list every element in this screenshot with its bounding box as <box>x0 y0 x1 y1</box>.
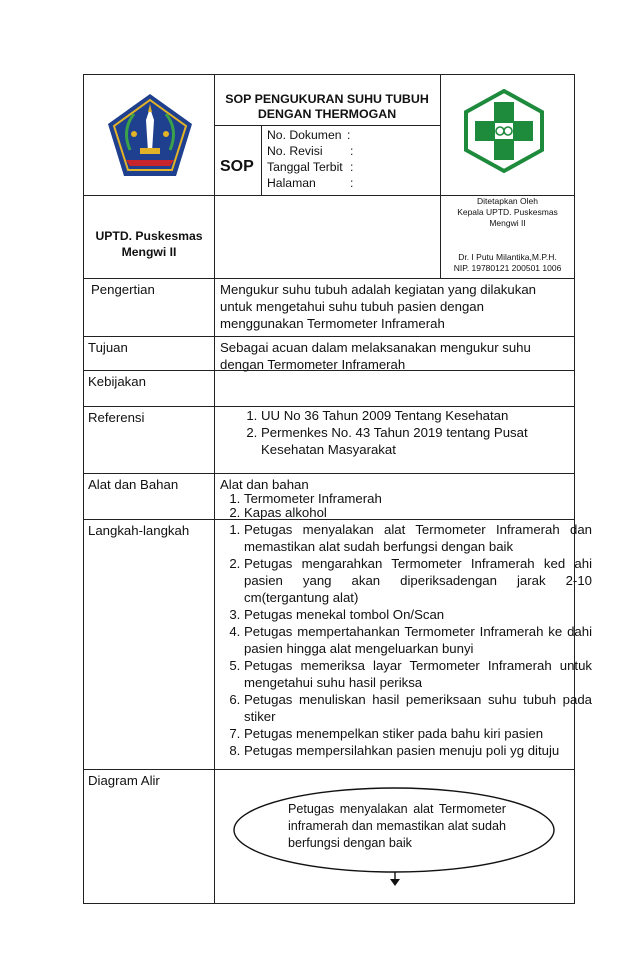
approval-name: Dr. I Putu Milantika,M.P.H. <box>458 252 557 262</box>
label-pengertian: Pengertian <box>91 282 155 297</box>
table-border-bottom <box>83 903 575 904</box>
field-no-revisi <box>267 143 367 159</box>
header-bottom-line <box>83 278 575 279</box>
sop-title-line2: DENGAN THERMOGAN <box>257 107 397 121</box>
approval-nip: NIP. 19780121 200501 1006 <box>453 263 562 273</box>
flowchart-arrow-head <box>390 879 400 886</box>
field-sep: : <box>347 128 351 142</box>
field-label: No. Dokumen <box>267 128 342 142</box>
list-item: 1. Termometer Inframerah <box>244 492 584 506</box>
sop-title-line1: SOP PENGUKURAN SUHU TUBUH <box>225 92 429 106</box>
sop-title <box>214 92 440 122</box>
approval-line1: Ditetapkan Oleh <box>477 196 538 206</box>
list-item: 2. Petugas mengarahkan Termometer Inframerah ked ahi pasien yang akan diperiksadengan jarak 2-10 cm(tergantung alat) <box>244 555 592 606</box>
sop-divider <box>261 125 262 195</box>
field-no-dokumen <box>267 127 367 143</box>
field-label: Halaman <box>267 176 316 190</box>
list-item: 2. Permenkes No. 43 Tahun 2019 tentang Pusat Kesehatan Masyarakat <box>261 424 561 458</box>
label-tujuan: Tujuan <box>88 340 128 355</box>
puskesmas-logo <box>462 88 546 174</box>
row-line-tujuan <box>83 336 575 337</box>
alat-intro: Alat dan bahan <box>220 477 309 492</box>
table-border-right <box>574 74 575 904</box>
field-label: Tanggal Terbit <box>267 160 343 174</box>
organization-name <box>84 228 214 260</box>
label-referensi: Referensi <box>88 410 145 425</box>
organization-line2: Mengwi II <box>121 245 177 259</box>
list-item: 2. Kapas alkohol <box>244 506 584 520</box>
list-item: 7. Petugas menempelkan stiker pada bahu kiri pasien <box>244 725 592 742</box>
title-underline <box>214 125 440 126</box>
field-sep: : <box>350 144 354 158</box>
referensi-list <box>237 407 561 458</box>
header-divider-right <box>440 74 441 278</box>
tujuan-text: Sebagai acuan dalam melaksanakan mengukur suhu dengan Termometer Inframerah <box>220 340 531 372</box>
regency-logo <box>104 90 196 182</box>
sop-label: SOP <box>220 158 254 175</box>
label-langkah: Langkah-langkah <box>88 523 190 538</box>
field-tanggal-terbit <box>267 159 367 175</box>
alat-list <box>220 492 584 520</box>
table-border-left <box>83 74 84 904</box>
list-item: 6. Petugas menuliskan hasil pemeriksaan suhu tubuh pada stiker <box>244 691 592 725</box>
list-item: 8. Petugas mempersilahkan pasien menuju poli yg dituju <box>244 742 592 759</box>
row-line-diagram <box>83 769 575 770</box>
list-item: 1. UU No 36 Tahun 2009 Tentang Kesehatan <box>261 407 561 424</box>
label-alat-bahan: Alat dan Bahan <box>88 477 179 492</box>
organization-line1: UPTD. Puskesmas <box>95 229 203 243</box>
list-item: 4. Petugas mempertahankan Termometer Inframerah ke dahi pasien hingga alat mengeluarkan bunyi <box>244 623 592 657</box>
table-border-top <box>83 74 575 75</box>
langkah-list <box>220 521 592 759</box>
field-sep: : <box>350 160 354 174</box>
label-diagram-alir: Diagram Alir <box>88 773 160 788</box>
list-item: 3. Petugas menekal tombol On/Scan <box>244 606 592 623</box>
column-divider <box>214 74 215 904</box>
row-line-alat <box>83 473 575 474</box>
field-sep: : <box>350 176 354 190</box>
field-halaman <box>267 175 367 191</box>
approval-line2: Kepala UPTD. Puskesmas <box>457 207 558 217</box>
flowchart-step1-text: Petugas menyalakan alat Termometer inframerah dan memastikan alat sudah berfungsi dengan baik <box>288 802 506 850</box>
approval-line3: Mengwi II <box>489 218 526 228</box>
list-item: 1. Petugas menyalakan alat Termometer Inframerah dan memastikan alat sudah berfungsi dengan baik <box>244 521 592 555</box>
label-kebijakan: Kebijakan <box>88 374 146 389</box>
field-label: No. Revisi <box>267 144 323 158</box>
list-item: 5. Petugas memeriksa layar Termometer Inframerah untuk mengetahui suhu hasil periksa <box>244 657 592 691</box>
approval-signature <box>441 252 574 274</box>
pengertian-text: Mengukur suhu tubuh adalah kegiatan yang dilakukan untuk mengetahui suhu tubuh pasien dengan menggunakan Termometer Inframerah <box>220 282 536 331</box>
approval-block <box>441 196 574 229</box>
document-fields <box>267 127 367 191</box>
